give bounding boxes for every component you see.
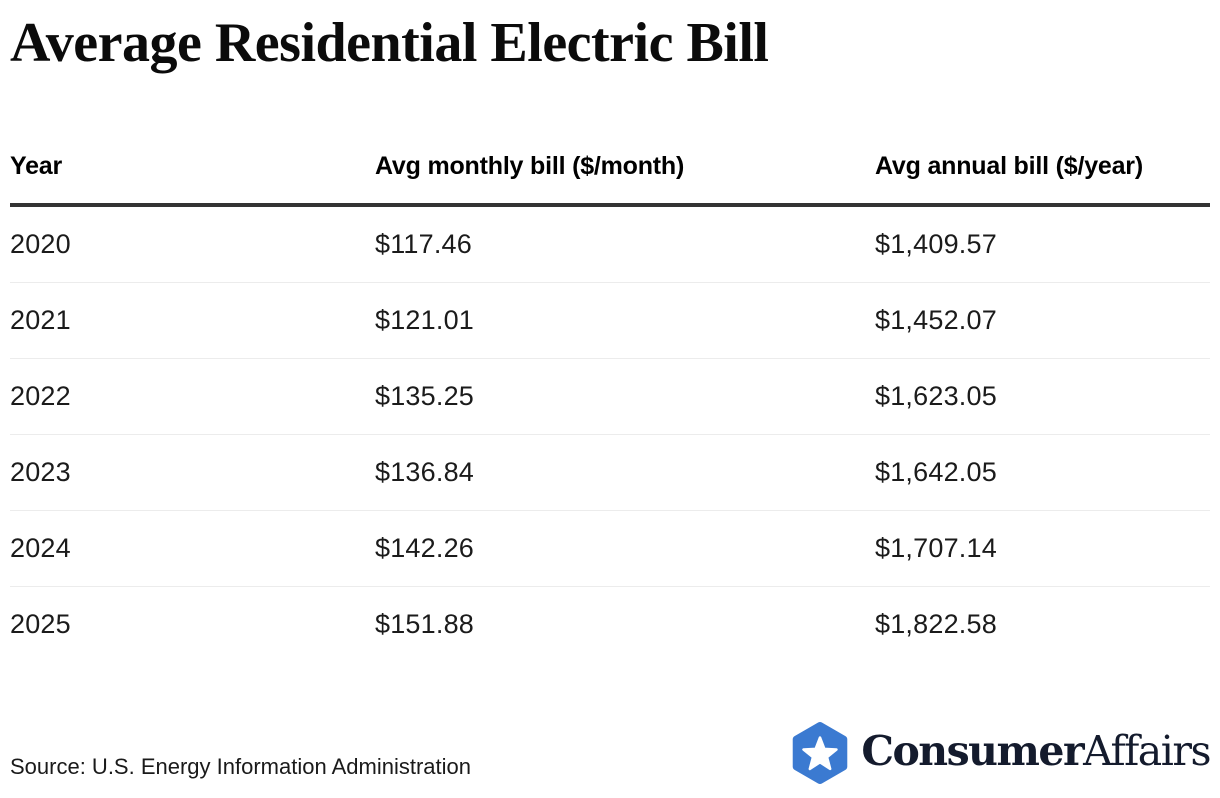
table-row xyxy=(10,511,1210,587)
monthly-bill-cell: $151.88 xyxy=(375,609,474,640)
year-cell: 2020 xyxy=(10,228,71,259)
monthly-bill-cell: $142.26 xyxy=(375,532,474,563)
hexagon-badge-icon xyxy=(789,720,851,786)
annual-bill-cell: $1,707.14 xyxy=(875,532,997,563)
annual-bill-cell: $1,452.07 xyxy=(875,304,997,335)
monthly-bill-cell: $135.25 xyxy=(375,380,474,411)
table-row xyxy=(10,207,1210,283)
column-header-year: Year xyxy=(10,152,63,181)
footer xyxy=(10,720,1210,786)
electric-bill-table xyxy=(10,115,1210,663)
column-header-monthly-bill: Avg monthly bill ($/month) xyxy=(375,152,685,181)
source-text: Source: U.S. Energy Information Administration xyxy=(10,754,471,779)
logo-wordmark-affairs: Affairs xyxy=(1083,726,1210,775)
logo-wordmark xyxy=(861,726,1210,776)
year-cell: 2025 xyxy=(10,609,71,640)
table-row xyxy=(10,435,1210,511)
annual-bill-cell: $1,642.05 xyxy=(875,456,997,487)
monthly-bill-cell: $121.01 xyxy=(375,304,474,335)
monthly-bill-cell: $136.84 xyxy=(375,456,474,487)
year-cell: 2021 xyxy=(10,304,71,335)
annual-bill-cell: $1,623.05 xyxy=(875,380,997,411)
table-row xyxy=(10,283,1210,359)
table-header-row xyxy=(10,115,1210,207)
year-cell: 2024 xyxy=(10,532,71,563)
year-cell: 2023 xyxy=(10,456,71,487)
year-cell: 2022 xyxy=(10,380,71,411)
column-header-annual-bill: Avg annual bill ($/year) xyxy=(875,152,1143,181)
annual-bill-cell: $1,409.57 xyxy=(875,228,997,259)
table-row xyxy=(10,587,1210,663)
table-row xyxy=(10,359,1210,435)
page-title: Average Residential Electric Bill xyxy=(10,12,769,74)
consumeraffairs-logo xyxy=(789,720,1210,786)
monthly-bill-cell: $117.46 xyxy=(375,228,472,259)
annual-bill-cell: $1,822.58 xyxy=(875,609,997,640)
logo-wordmark-consumer: Consumer xyxy=(861,726,1084,775)
